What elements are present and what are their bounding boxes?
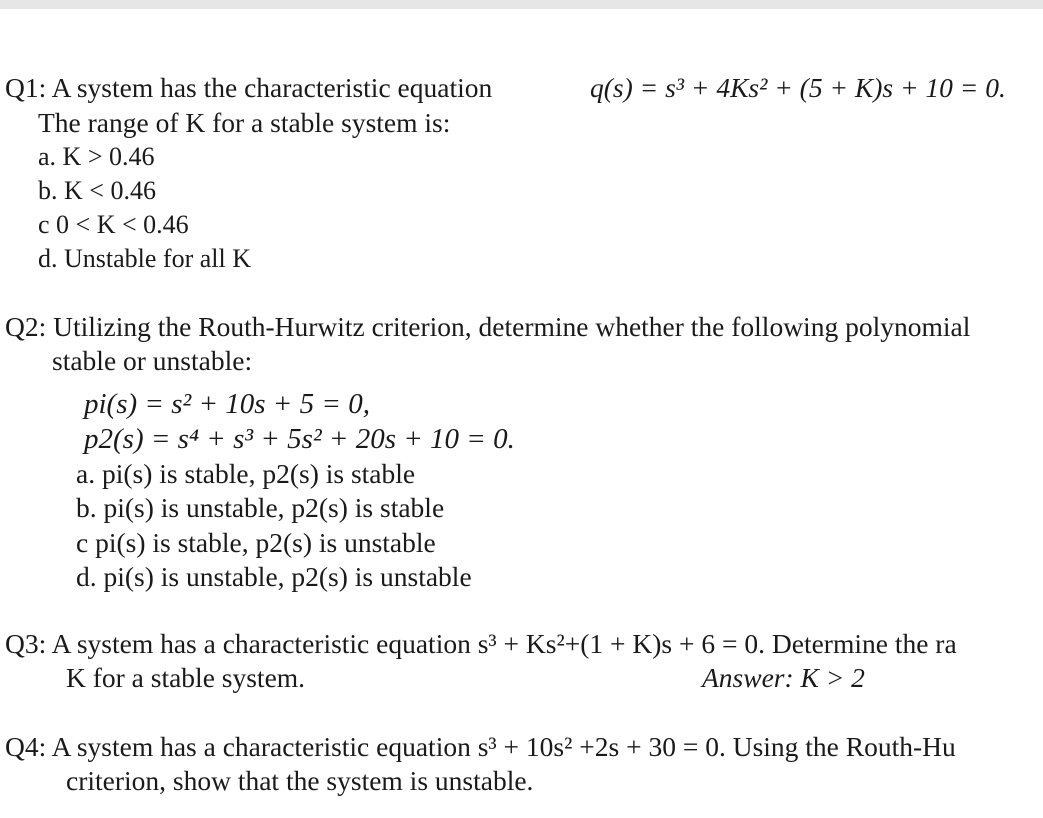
q2-option-c: c pi(s) is stable, p2(s) is unstable <box>76 527 436 558</box>
q1-option-c: c 0 < K < 0.46 <box>38 210 189 239</box>
q1-prompt: The range of K for a stable system is: <box>38 107 451 138</box>
q2-option-d: d. pi(s) is unstable, p2(s) is unstable <box>76 561 472 592</box>
q3-answer: Answer: K > 2 <box>702 662 865 693</box>
q2-stem: Q2: Utilizing the Routh-Hurwitz criterion, determine whether the following polynomial <box>5 311 971 342</box>
q4-stem-continued: criterion, show that the system is unstable. <box>66 765 534 796</box>
q2-option-a: a. pi(s) is stable, p2(s) is stable <box>76 458 416 489</box>
q2-option-b: b. pi(s) is unstable, p2(s) is stable <box>76 492 445 523</box>
q2-equation-2: p2(s) = s⁴ + s³ + 5s² + 20s + 10 = 0. <box>84 423 515 455</box>
q3-stem: Q3: A system has a characteristic equation s³ + Ks²+(1 + K)s + 6 = 0. Determine the ra <box>5 628 957 659</box>
q2-equation-1: pi(s) = s² + 10s + 5 = 0, <box>84 388 370 420</box>
q4-stem: Q4: A system has a characteristic equation s³ + 10s² +2s + 30 = 0. Using the Routh-Hu <box>5 731 956 762</box>
q1-stem: Q1: A system has the characteristic equation <box>5 72 493 103</box>
q1-equation: q(s) = s³ + 4Ks² + (5 + K)s + 10 = 0. <box>590 72 1006 103</box>
q1-option-d: d. Unstable for all K <box>38 244 252 273</box>
q1-option-b: b. K < 0.46 <box>38 176 156 205</box>
q3-stem-continued: K for a stable system. <box>66 662 306 693</box>
q2-stem-continued: stable or unstable: <box>52 345 253 376</box>
top-bar <box>0 0 1043 9</box>
q1-option-a: a. K > 0.46 <box>38 142 155 171</box>
